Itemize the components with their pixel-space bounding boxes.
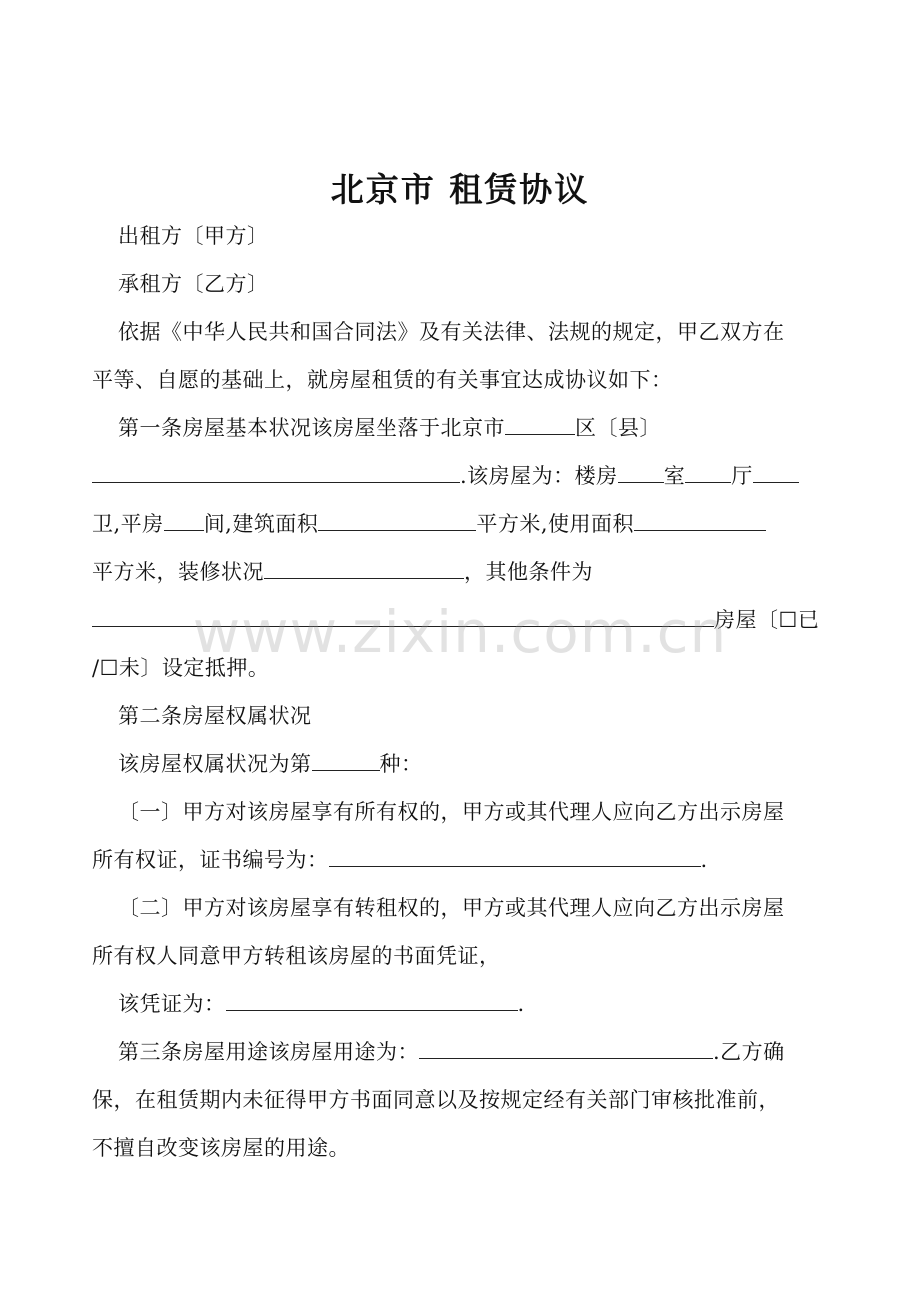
building-area-blank[interactable] — [318, 510, 476, 531]
lessor-line: 出租方〔甲方〕 — [118, 224, 269, 248]
address-blank[interactable] — [92, 462, 460, 483]
document-title: 北京市 租赁协议 — [330, 170, 590, 209]
article1-text-f: 卫,平房 — [92, 512, 164, 536]
article1-line-1 — [118, 411, 661, 445]
article2-item2-line-1: 〔二〕甲方对该房屋享有转租权的，甲方或其代理人应向乙方出示房屋 — [118, 896, 785, 920]
intro-line-1: 依据《中华人民共和国合同法》及有关法律、法规的规定，甲乙双方在 — [118, 320, 785, 344]
article1-text-b: 区〔县〕 — [575, 416, 661, 440]
article2-cert-end: . — [517, 992, 525, 1016]
article2-heading: 第二条房屋权属状况 — [118, 704, 312, 728]
article1-text-d: 室 — [663, 464, 686, 488]
certificate-number-blank[interactable] — [329, 846, 701, 867]
article2-kind-text-b: 种： — [379, 752, 423, 776]
article3-line-3: 不擅自改变该房屋的用途。 — [92, 1136, 350, 1160]
article1-line-2 — [92, 459, 799, 493]
article2-item1-end: . — [700, 848, 708, 872]
article3-text-b: .乙方确 — [713, 1040, 785, 1064]
rooms-blank[interactable] — [618, 462, 664, 483]
other-conditions-blank[interactable] — [92, 606, 714, 627]
watermark-text: www.zixin.com.cn — [192, 598, 728, 666]
decoration-blank[interactable] — [264, 558, 464, 579]
article1-text-e: 厅 — [731, 464, 753, 488]
intro-line-2: 平等、自愿的基础上，就房屋租赁的有关事宜达成协议如下： — [92, 368, 673, 392]
ownership-kind-blank[interactable] — [312, 750, 380, 771]
halls-blank[interactable] — [685, 462, 731, 483]
article2-item1-text: 所有权证，证书编号为： — [92, 848, 329, 872]
article1-text-a: 第一条房屋基本状况该房屋坐落于北京市 — [118, 416, 505, 440]
lessee-line: 承租方〔乙方〕 — [118, 272, 269, 296]
article1-text-g: 间,建筑面积 — [203, 512, 319, 536]
article2-item1-line-2 — [92, 843, 708, 877]
article1-text-h: 平方米,使用面积 — [476, 512, 635, 536]
bungalow-rooms-blank[interactable] — [164, 510, 204, 531]
usable-area-blank[interactable] — [634, 510, 766, 531]
article1-text-k: 房屋〔☐已 — [714, 608, 820, 632]
article3-text-a: 第三条房屋用途该房屋用途为： — [118, 1040, 419, 1064]
article1-line-4 — [92, 555, 593, 589]
article1-text-c: .该房屋为：楼房 — [460, 464, 618, 488]
article1-line-6: /☐未〕设定抵押。 — [92, 656, 270, 680]
article2-cert-line — [118, 987, 525, 1021]
article1-line-3 — [92, 507, 766, 541]
article3-line-2: 保，在租赁期内未征得甲方书面同意以及按规定经有关部门审核批准前， — [92, 1088, 780, 1112]
article2-kind-line — [118, 747, 423, 781]
article3-line-1 — [118, 1035, 785, 1069]
article2-item1-line-1: 〔一〕甲方对该房屋享有所有权的，甲方或其代理人应向乙方出示房屋 — [118, 800, 785, 824]
district-blank[interactable] — [505, 414, 575, 435]
article2-kind-text-a: 该房屋权属状况为第 — [118, 752, 312, 776]
article2-item2-line-2: 所有权人同意甲方转租该房屋的书面凭证， — [92, 944, 501, 968]
certificate-blank[interactable] — [226, 990, 518, 1011]
bathrooms-blank[interactable] — [753, 462, 799, 483]
article2-cert-text: 该凭证为： — [118, 992, 226, 1016]
article1-text-i: 平方米，装修状况 — [92, 560, 264, 584]
article1-line-5 — [92, 603, 819, 637]
article1-text-j: ，其他条件为 — [464, 560, 593, 584]
usage-blank[interactable] — [419, 1038, 713, 1059]
